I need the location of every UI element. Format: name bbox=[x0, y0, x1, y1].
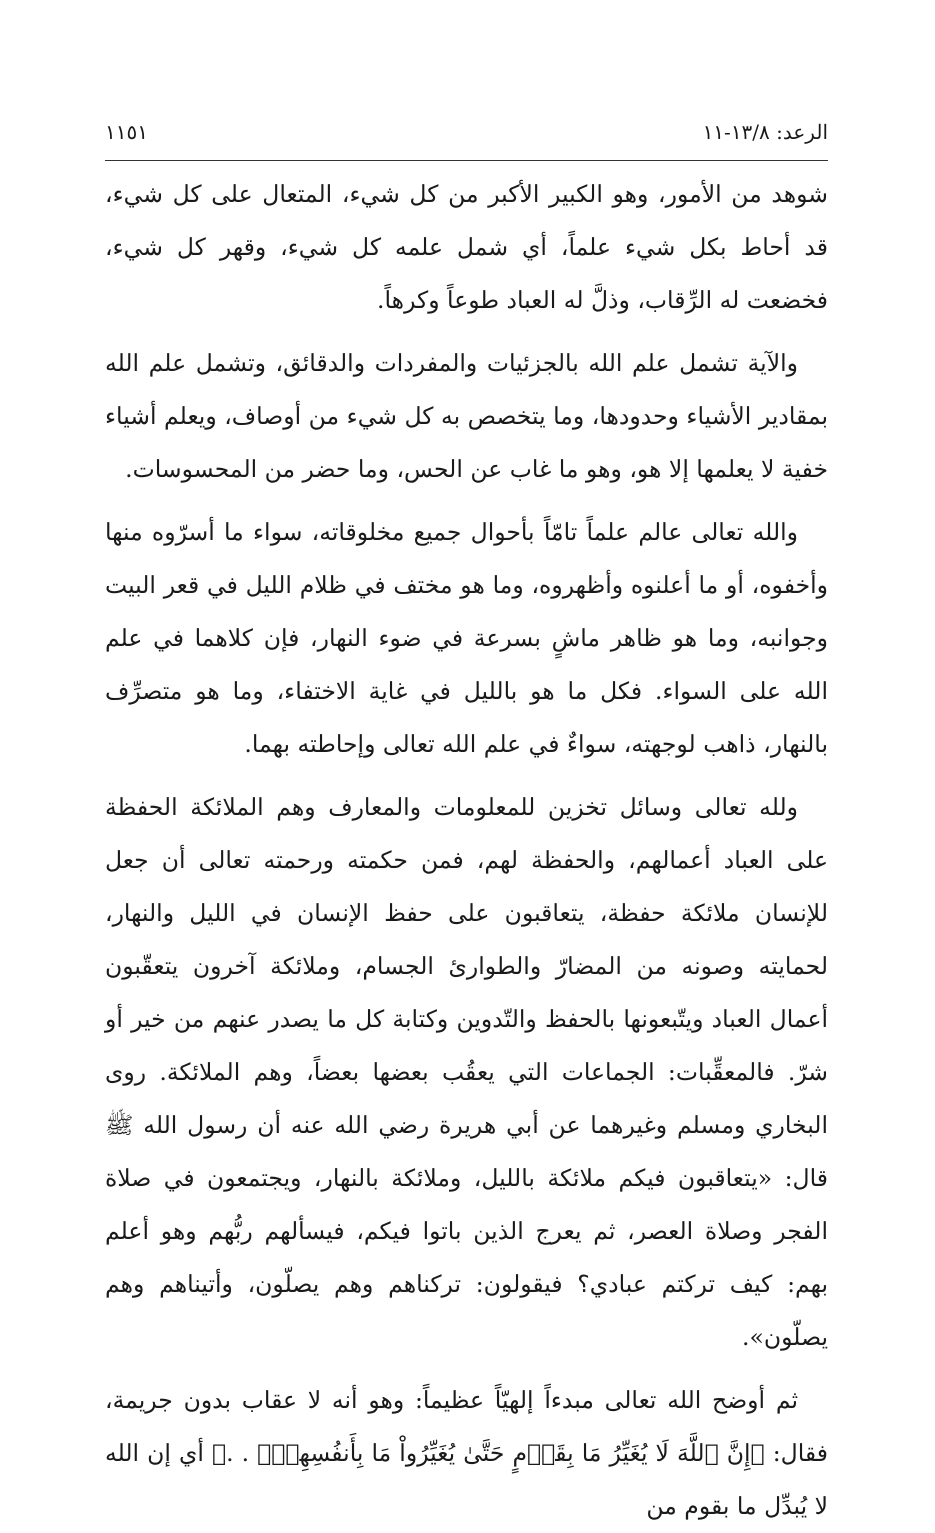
header-divider bbox=[105, 160, 828, 161]
running-title: الرعد: ١٣/٨-١١ bbox=[702, 120, 828, 144]
paragraph: ولله تعالى وسائل تخزين للمعلومات والمعارف وهم الملائكة الحفظة على العباد أعمالهم، والحفظة لهم، فمن حكمته ورحمته تعالى أن جعل للإنسان ملائكة حفظة، يتعاقبون على حفظ الإنسان في الليل والنهار، لحمايته وصونه من المضارّ والطوارئ الجسام، وملائكة آخرون يتعقّبون أعمال العباد ويتّبعونها بالحفظ والتّدوين وكتابة كل ما يصدر عنهم من خير أو شرّ. فالمعقِّبات: الجماعات التي يعقُب بعضها بعضاً، وهم الملائكة. روى البخاري ومسلم وغيرهما عن أبي هريرة رضي الله عنه أن رسول الله ﷺ قال: «يتعاقبون فيكم ملائكة بالليل، وملائكة بالنهار، ويجتمعون في صلاة الفجر وصلاة العصر، ثم يعرج الذين باتوا فيكم، فيسألهم ربُّهم وهو أعلم بهم: كيف تركتم عبادي؟ فيقولون: تركناهم وهم يصلّون، وأتيناهم وهم يصلّون». bbox=[105, 793, 828, 1351]
body-text bbox=[105, 168, 828, 1533]
page-number: ١١٥١ bbox=[105, 120, 148, 144]
paragraph: والآية تشمل علم الله بالجزئيات والمفردات والدقائق، وتشمل علم الله بمقادير الأشياء وحدودها، وما يتخصص به كل شيء من أوصاف، ويعلم أشياء خفية لا يعلمها إلا هو، وهو ما غاب عن الحس، وما حضر من المحسوسات. bbox=[105, 349, 828, 483]
paragraph: والله تعالى عالم علماً تامّاً بأحوال جميع مخلوقاته، سواء ما أسرّوه منها وأخفوه، أو ما أعلنوه وأظهروه، وما هو مختف في ظلام الليل في قعر البيت وجوانبه، وما هو ظاهر ماشٍ بسرعة في ضوء النهار، فإن كلاهما في علم الله على السواء. فكل ما هو بالليل في غاية الاختفاء، وما هو متصرِّف بالنهار، ذاهب لوجهته، سواءٌ في علم الله تعالى وإحاطته بهما. bbox=[105, 518, 828, 758]
paragraph: شوهد من الأمور، وهو الكبير الأكبر من كل شيء، المتعال على كل شيء، قد أحاط بكل شيء علماً، أي شمل علمه كل شيء، وقهر كل شيء، فخضعت له الرِّقاب، وذلَّ له العباد طوعاً وكرهاً. bbox=[105, 180, 828, 314]
paragraph: ثم أوضح الله تعالى مبدءاً إلهيّاً عظيماً: وهو أنه لا عقاب بدون جريمة، فقال: ﴿إِنَّ ٱللَّهَ لَا يُغَيِّرُ مَا بِقَوۡمٍ حَتَّىٰ يُغَيِّرُواْ مَا بِأَنفُسِهِمۡۗ . .﴾ أي إن الله لا يُبدِّل ما بقوم من bbox=[105, 1386, 828, 1520]
page-header bbox=[105, 112, 828, 152]
